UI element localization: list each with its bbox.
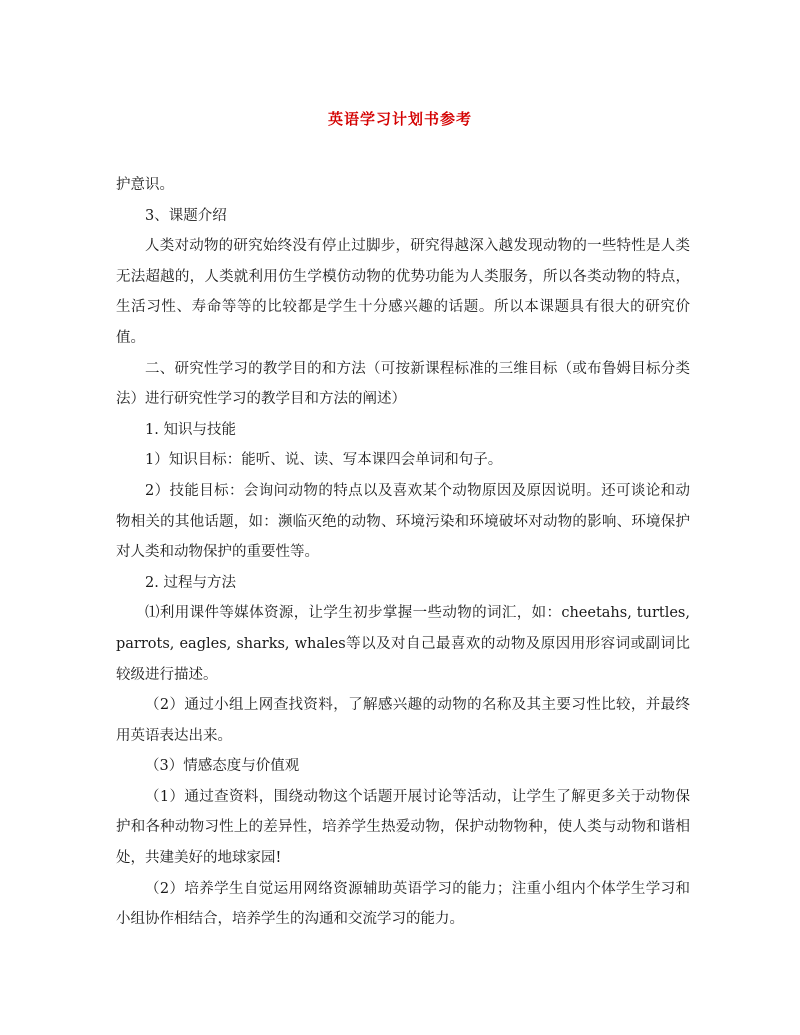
paragraph-attitude-1: （1）通过查资料，围绕动物这个话题开展讨论等活动，让学生了解更多关于动物保护和各种动物习性上的差异性，培养学生热爱动物，保护动物物种，使人类与动物和谐相处，共建美好的地球家园!: [116, 788, 690, 867]
document-title: 英语学习计划书参考: [327, 110, 472, 128]
paragraph-continuation: 护意识。: [116, 177, 174, 193]
subheading-process-method: 2. 过程与方法: [145, 574, 236, 591]
paragraph-topic-intro: 人类对动物的研究始终没有停止过脚步，研究得越深入越发现动物的一些特性是人类无法超越的，人类就利用仿生学模仿动物的优势功能为人类服务，所以各类动物的特点，生活习性、寿命等等的比较都是学生十分感兴趣的话题。所以本课题具有很大的研究价值。: [116, 238, 690, 346]
paragraph-knowledge-goal: 1）知识目标：能听、说、读、写本课四会单词和句子。: [145, 452, 503, 469]
subheading-attitude-values: （3）情感态度与价值观: [145, 758, 300, 775]
paragraph-skill-goal: 2）技能目标：会询问动物的特点以及喜欢某个动物原因及原因说明。还可谈论和动物相关的其他话题，如：濒临灭绝的动物、环境污染和环境破坏对动物的影响、环境保护对人类和动物保护的重要性等。: [116, 482, 690, 561]
subheading-knowledge-skills: 1. 知识与技能: [145, 421, 236, 438]
document-body: [116, 170, 690, 935]
paragraph-attitude-2: （2）培养学生自觉运用网络资源辅助英语学习的能力；注重小组内个体学生学习和小组协作相结合，培养学生的沟通和交流学习的能力。: [116, 880, 690, 928]
paragraph-method-1: ⑴利用课件等媒体资源，让学生初步掌握一些动物的词汇，如：cheetahs, turtles, parrots, eagles, sharks, whales等以及对自己最喜欢的动物及原因用形容词或副词比较级进行描述。: [116, 605, 690, 683]
paragraph-method-2: （2）通过小组上网查找资料，了解感兴趣的动物的名称及其主要习性比较，并最终用英语表达出来。: [116, 697, 690, 744]
section-heading-objectives: 二、研究性学习的教学目的和方法（可按新课程标准的三维目标（或布鲁姆目标分类法）进行研究性学习的教学目和方法的阐述）: [116, 360, 690, 408]
section-heading-topic-intro: 3、课题介绍: [145, 207, 227, 224]
